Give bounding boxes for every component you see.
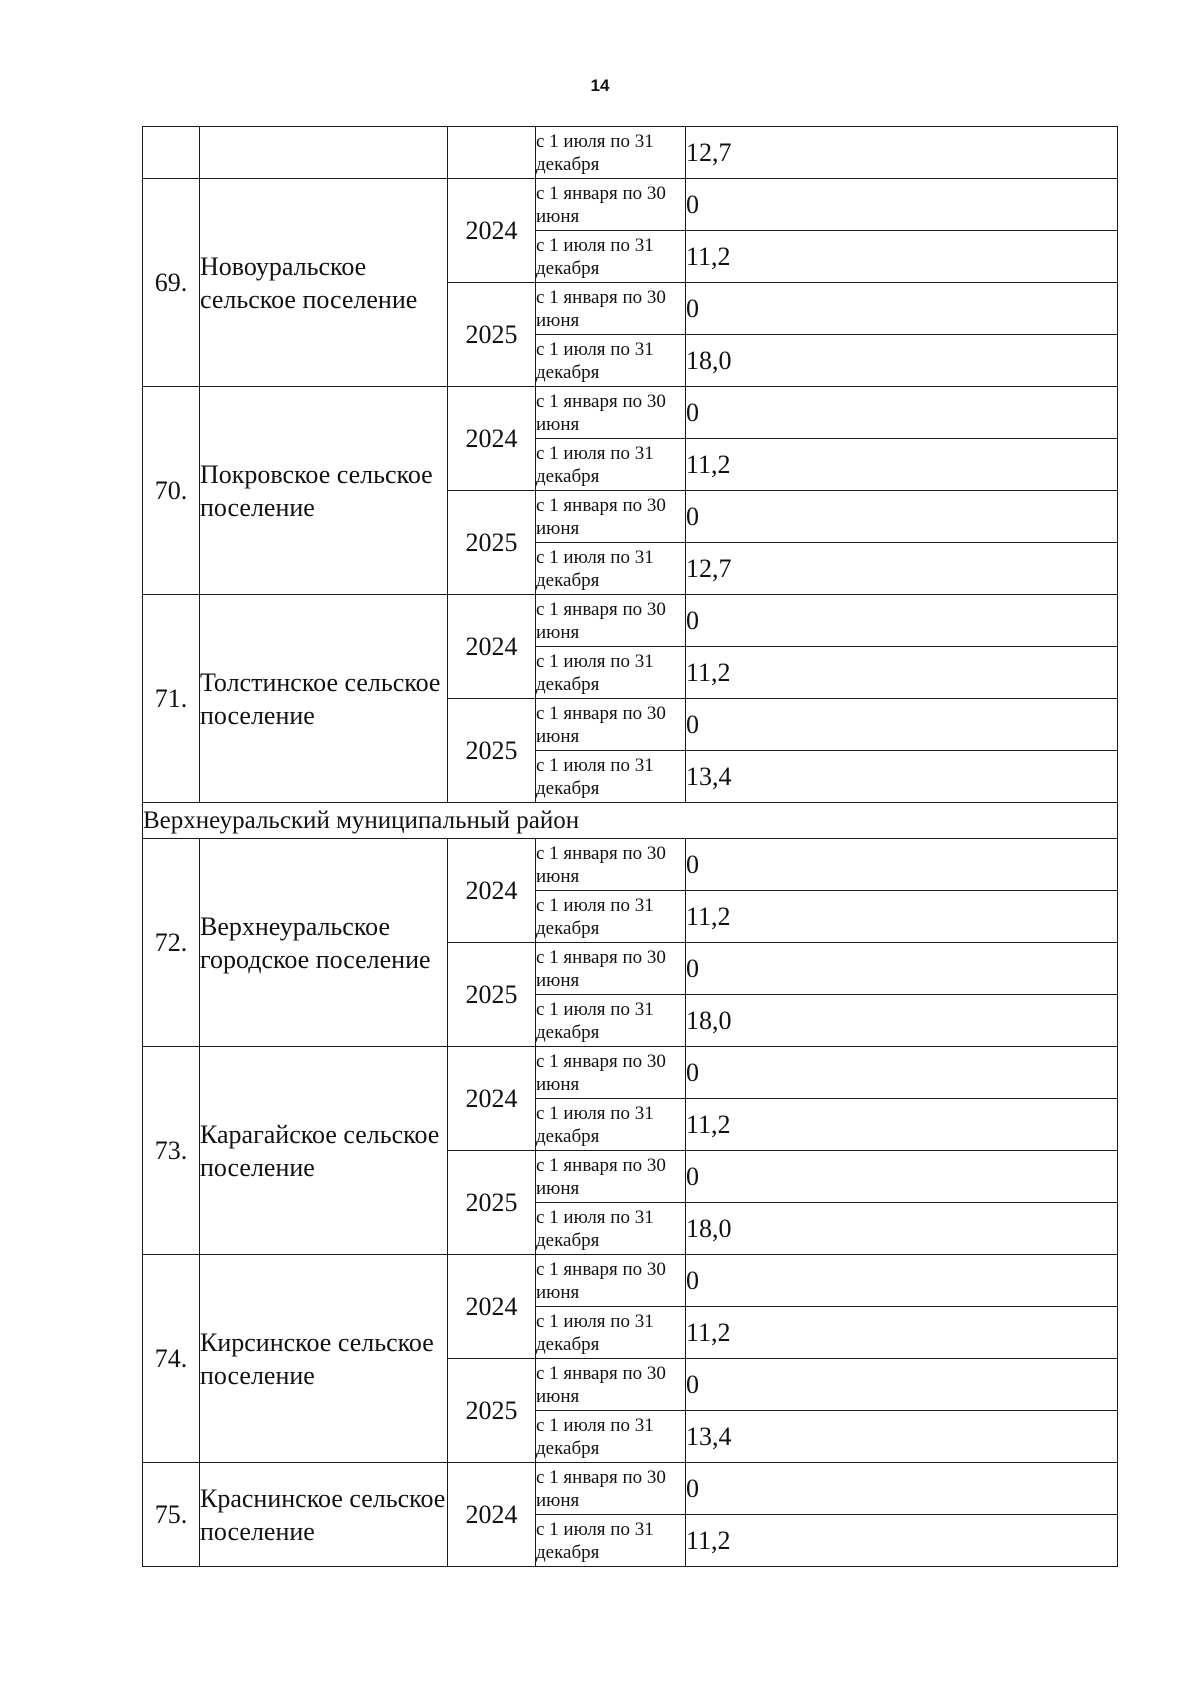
- district-section-heading: Верхнеуральский муниципальный район: [143, 803, 1118, 839]
- value-cell: 0: [686, 839, 1118, 891]
- settlement-name-cell: Верхнеуральское городское поселение: [200, 839, 448, 1047]
- value-cell: 0: [686, 387, 1118, 439]
- value-cell: 18,0: [686, 995, 1118, 1047]
- value-cell: 13,4: [686, 751, 1118, 803]
- value-cell: 12,7: [686, 543, 1118, 595]
- year-cell: 2025: [448, 699, 536, 803]
- row-number-cell: 73.: [143, 1047, 200, 1255]
- table-row: [143, 839, 1118, 891]
- table-row: [143, 1463, 1118, 1515]
- settlement-name-cell: Новоуральское сельское поселение: [200, 179, 448, 387]
- period-cell: с 1 января по 30 июня: [536, 491, 686, 543]
- settlement-name-cell: Толстинское сельское поселение: [200, 595, 448, 803]
- tariff-table: [142, 126, 1118, 1567]
- value-cell: 11,2: [686, 1307, 1118, 1359]
- value-cell: 0: [686, 699, 1118, 751]
- settlement-name-cell: Кирсинское сельское поселение: [200, 1255, 448, 1463]
- settlement-name-cell: Карагайское сельское поселение: [200, 1047, 448, 1255]
- year-cell: [448, 127, 536, 179]
- row-number-cell: 69.: [143, 179, 200, 387]
- table-row: [143, 127, 1118, 179]
- value-cell: 11,2: [686, 231, 1118, 283]
- table-row: [143, 387, 1118, 439]
- period-cell: с 1 июля по 31 декабря: [536, 995, 686, 1047]
- period-cell: с 1 января по 30 июня: [536, 699, 686, 751]
- value-cell: 11,2: [686, 891, 1118, 943]
- year-cell: 2025: [448, 491, 536, 595]
- year-cell: 2025: [448, 1359, 536, 1463]
- period-cell: с 1 июля по 31 декабря: [536, 127, 686, 179]
- period-cell: с 1 июля по 31 декабря: [536, 335, 686, 387]
- table-row: [143, 595, 1118, 647]
- value-cell: 0: [686, 1463, 1118, 1515]
- period-cell: с 1 января по 30 июня: [536, 1463, 686, 1515]
- period-cell: с 1 июля по 31 декабря: [536, 1203, 686, 1255]
- value-cell: 13,4: [686, 1411, 1118, 1463]
- period-cell: с 1 января по 30 июня: [536, 1047, 686, 1099]
- row-number-cell: [143, 127, 200, 179]
- value-cell: 0: [686, 283, 1118, 335]
- value-cell: 11,2: [686, 1515, 1118, 1567]
- value-cell: 12,7: [686, 127, 1118, 179]
- row-number-cell: 72.: [143, 839, 200, 1047]
- period-cell: с 1 января по 30 июня: [536, 943, 686, 995]
- year-cell: 2025: [448, 943, 536, 1047]
- row-number-cell: 75.: [143, 1463, 200, 1567]
- year-cell: 2024: [448, 1255, 536, 1359]
- value-cell: 0: [686, 943, 1118, 995]
- row-number-cell: 70.: [143, 387, 200, 595]
- year-cell: 2024: [448, 1463, 536, 1567]
- period-cell: с 1 июля по 31 декабря: [536, 1307, 686, 1359]
- period-cell: с 1 января по 30 июня: [536, 1255, 686, 1307]
- period-cell: с 1 июля по 31 декабря: [536, 751, 686, 803]
- period-cell: с 1 июля по 31 декабря: [536, 231, 686, 283]
- period-cell: с 1 января по 30 июня: [536, 179, 686, 231]
- settlement-name-cell: Краснинское сельское поселение: [200, 1463, 448, 1567]
- year-cell: 2024: [448, 839, 536, 943]
- period-cell: с 1 июля по 31 декабря: [536, 891, 686, 943]
- period-cell: с 1 июля по 31 декабря: [536, 439, 686, 491]
- period-cell: с 1 января по 30 июня: [536, 283, 686, 335]
- value-cell: 0: [686, 179, 1118, 231]
- year-cell: 2024: [448, 1047, 536, 1151]
- value-cell: 0: [686, 1151, 1118, 1203]
- year-cell: 2024: [448, 179, 536, 283]
- value-cell: 11,2: [686, 439, 1118, 491]
- table-row: [143, 1047, 1118, 1099]
- year-cell: 2025: [448, 283, 536, 387]
- period-cell: с 1 января по 30 июня: [536, 595, 686, 647]
- value-cell: 18,0: [686, 335, 1118, 387]
- period-cell: с 1 июля по 31 декабря: [536, 1515, 686, 1567]
- period-cell: с 1 июля по 31 декабря: [536, 1411, 686, 1463]
- period-cell: с 1 января по 30 июня: [536, 387, 686, 439]
- table-row: [143, 1255, 1118, 1307]
- page-number: 14: [590, 76, 610, 95]
- period-cell: с 1 июля по 31 декабря: [536, 543, 686, 595]
- period-cell: с 1 июля по 31 декабря: [536, 647, 686, 699]
- settlement-name-cell: Покровское сельское поселение: [200, 387, 448, 595]
- value-cell: 0: [686, 595, 1118, 647]
- value-cell: 11,2: [686, 1099, 1118, 1151]
- value-cell: 0: [686, 1359, 1118, 1411]
- year-cell: 2024: [448, 387, 536, 491]
- year-cell: 2025: [448, 1151, 536, 1255]
- period-cell: с 1 января по 30 июня: [536, 1359, 686, 1411]
- period-cell: с 1 января по 30 июня: [536, 1151, 686, 1203]
- period-cell: с 1 января по 30 июня: [536, 839, 686, 891]
- table-row: [143, 179, 1118, 231]
- period-cell: с 1 июля по 31 декабря: [536, 1099, 686, 1151]
- value-cell: 0: [686, 491, 1118, 543]
- row-number-cell: 74.: [143, 1255, 200, 1463]
- settlement-name-cell: [200, 127, 448, 179]
- year-cell: 2024: [448, 595, 536, 699]
- value-cell: 18,0: [686, 1203, 1118, 1255]
- value-cell: 0: [686, 1255, 1118, 1307]
- row-number-cell: 71.: [143, 595, 200, 803]
- value-cell: 0: [686, 1047, 1118, 1099]
- section-row: [143, 803, 1118, 839]
- value-cell: 11,2: [686, 647, 1118, 699]
